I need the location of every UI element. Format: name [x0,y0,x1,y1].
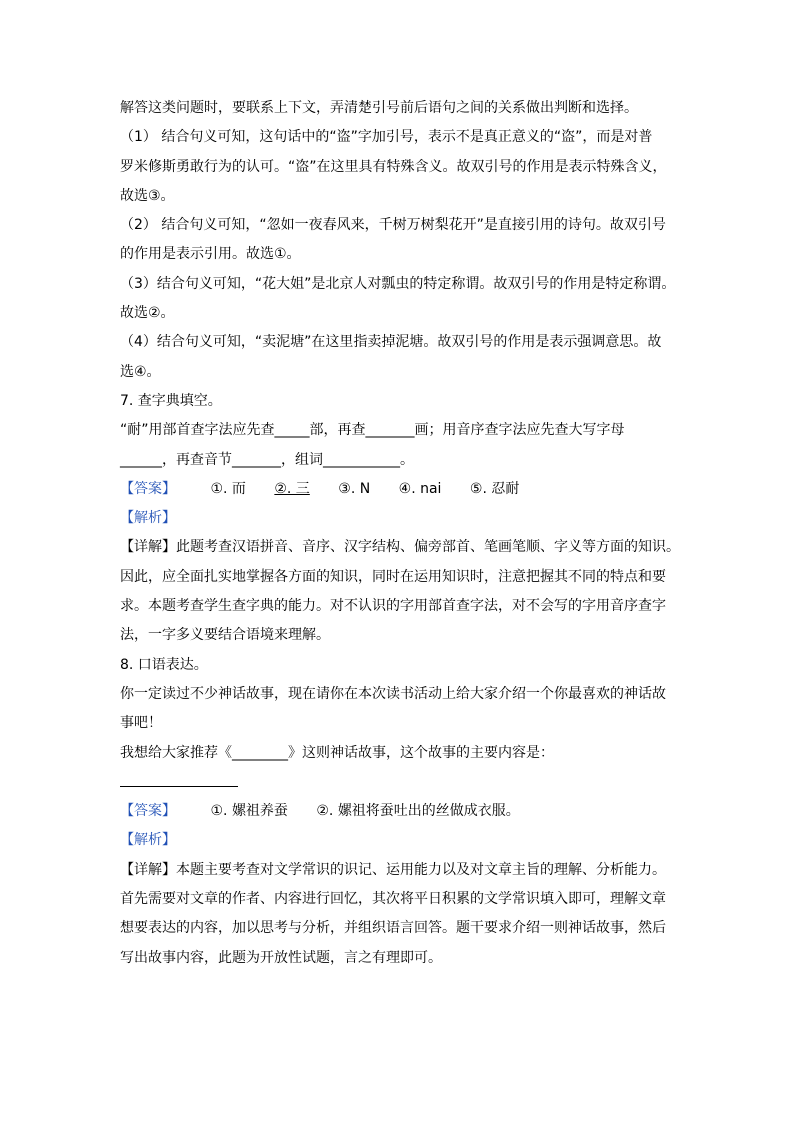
detail-label: 【详解】 [120,861,176,878]
analysis-p1-line2: 罗米修斯勇敢行为的认可。“盗”在这里具有特殊含义。故双引号的作用是表示特殊含义， [120,158,667,175]
question-7-answer-row [120,479,680,499]
document-page [120,98,680,977]
analysis-p1-line1: （1） 结合句义可知，这句话中的“盗”字加引号，表示不是真正意义的“盗”，而是对普 [120,129,653,146]
answer-blank-line [120,772,680,792]
answer-label: 【答案】 [120,480,176,497]
analysis-p2-line1: （2） 结合句义可知，“忽如一夜春风来，千树万树梨花开”是直接引用的诗句。故双引号 [120,217,666,234]
detail-line: 想要表达的内容，加以思考与分析，并组织语言回答。题干要求介绍一则神话故事，然后 [120,920,666,937]
question-7-line2: ______，再查音节_______，组词___________。 [120,451,414,468]
answer-item: ⑤. 忍耐 [469,480,520,497]
question-7-line1: “耐”用部首查字法应先查_____部，再查_______画；用音序查字法应先查大写字母 [120,422,625,439]
analysis-p3-line2: 故选②。 [120,305,175,322]
analysis-p4-line2: 选④。 [120,363,161,380]
detail-line: 写出故事内容，此题为开放性试题，言之有理即可。 [120,949,442,966]
detail-line: 首先需要对文章的作者、内容进行回忆，其次将平日积累的文学常识填入即可，理解文章 [120,891,666,908]
answer-item: ②. 嫘祖将蚕吐出的丝做成衣服。 [316,803,520,820]
detail-line: 因此，应全面扎实地掌握各方面的知识，同时在运用知识时，注意把握其不同的特点和要 [120,568,666,585]
analysis-p4-line1: （4）结合句义可知，“卖泥塘”在这里指卖掉泥塘。故双引号的作用是表示强调意思。故 [120,334,662,351]
question-8-prompt-line2: 事吧！ [120,715,162,732]
answer-item: ④. nai [398,480,442,497]
blank-rule [120,772,238,787]
analysis-label: 【解析】 [120,510,176,527]
answer-item: ①. 而 [210,480,246,497]
question-7-title: 7. 查字典填空。 [120,392,222,409]
detail-label: 【详解】 [120,539,176,556]
question-8-answer-row [120,801,680,821]
detail-line [120,860,680,880]
question-8-title: 8. 口语表达。 [120,656,208,673]
question-8-recommend: 我想给大家推荐《________》这则神话故事，这个故事的主要内容是： [120,744,554,761]
analysis-p3-line1: （3）结合句义可知，“花大姐”是北京人对瓢虫的特定称谓。故双引号的作用是特定称谓。 [120,275,676,292]
answer-item: ③. N [338,480,371,497]
detail-line: 法，一字多义要结合语境来理解。 [120,627,330,644]
analysis-label: 【解析】 [120,832,176,849]
answer-item: ②. 三 [274,480,310,497]
question-8-prompt-line1: 你一定读过不少神话故事，现在请你在本次读书活动上给大家介绍一个你最喜欢的神话故 [120,685,666,702]
detail-line: 求。本题考查学生查字典的能力。对不认识的字用部首查字法，对不会写的字用音序查字 [120,598,666,615]
analysis-p1-line3: 故选③。 [120,187,175,204]
answer-item: ①. 嫘祖养蚕 [210,803,288,820]
analysis-p2-line2: 的作用是表示引用。故选①。 [120,246,301,263]
detail-text: 本题主要考查对文学常识的识记、运用能力以及对文章主旨的理解、分析能力。 [176,861,666,878]
detail-line [120,537,680,557]
detail-text: 此题考查汉语拼音、音序、汉字结构、偏旁部首、笔画笔顺、字义等方面的知识。 [176,539,680,556]
analysis-intro: 解答这类问题时，要联系上下文，弄清楚引号前后语句之间的关系做出判断和选择。 [120,100,638,116]
answer-label: 【答案】 [120,803,176,820]
